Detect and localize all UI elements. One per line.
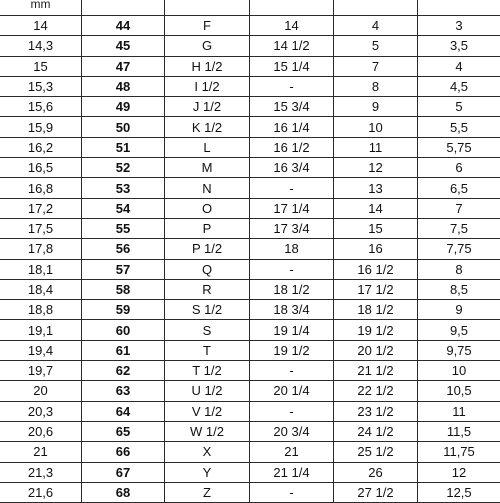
table-cell-mm: 17,5: [0, 218, 82, 238]
table-cell-eu: 60: [82, 320, 165, 340]
table-cell-uk: M: [165, 158, 250, 178]
table-row: [0, 401, 500, 421]
table-cell-mm: 14,3: [0, 36, 82, 56]
table-cell-de: 16 1/2: [250, 137, 334, 157]
table-cell-eu: 66: [82, 442, 165, 462]
table-cell-us: 4: [418, 56, 500, 76]
table-cell-mm: 19,1: [0, 320, 82, 340]
table-cell-eu: 55: [82, 218, 165, 238]
table-cell-it: 5: [334, 36, 418, 56]
table-cell-uk: N: [165, 178, 250, 198]
table-row: [0, 76, 500, 96]
table-cell-it: 11: [334, 137, 418, 157]
table-cell-eu: 59: [82, 300, 165, 320]
table-row: [0, 462, 500, 482]
table-row: [0, 300, 500, 320]
table-cell-us: 11: [418, 401, 500, 421]
table-cell-it: 14: [334, 198, 418, 218]
table-cell-uk: G: [165, 36, 250, 56]
table-cell-us: 7,5: [418, 218, 500, 238]
table-cell-uk: O: [165, 198, 250, 218]
table-cell-uk: H 1/2: [165, 56, 250, 76]
table-row: [0, 239, 500, 259]
table-cell-uk: R: [165, 279, 250, 299]
table-cell-uk: F: [165, 16, 250, 36]
table-cell-us: 4,5: [418, 76, 500, 96]
table-cell-it: 20 1/2: [334, 340, 418, 360]
table-row: [0, 421, 500, 441]
table-cell-mm: 21,6: [0, 482, 82, 502]
table-cell-us: 11,75: [418, 442, 500, 462]
table-row: [0, 381, 500, 401]
header-cell-it: [334, 0, 418, 16]
table-cell-eu: 65: [82, 421, 165, 441]
header-cell-mm: mm: [0, 0, 82, 16]
table-cell-us: 3: [418, 16, 500, 36]
table-cell-it: 10: [334, 117, 418, 137]
table-cell-eu: 53: [82, 178, 165, 198]
table-cell-uk: T 1/2: [165, 361, 250, 381]
table-cell-us: 5,5: [418, 117, 500, 137]
table-row: [0, 218, 500, 238]
table-cell-eu: 44: [82, 16, 165, 36]
header-cell-uk: [165, 0, 250, 16]
table-cell-us: 12,5: [418, 482, 500, 502]
table-cell-de: 20 3/4: [250, 421, 334, 441]
table-cell-de: -: [250, 76, 334, 96]
table-cell-it: 16: [334, 239, 418, 259]
table-cell-it: 12: [334, 158, 418, 178]
table-cell-us: 11,5: [418, 421, 500, 441]
table-cell-de: 21 1/4: [250, 462, 334, 482]
table-cell-it: 7: [334, 56, 418, 76]
table-cell-us: 8: [418, 259, 500, 279]
table-cell-mm: 17,2: [0, 198, 82, 218]
table-cell-eu: 49: [82, 97, 165, 117]
table-row: [0, 442, 500, 462]
table-cell-de: -: [250, 361, 334, 381]
table-cell-us: 8,5: [418, 279, 500, 299]
table-cell-de: 21: [250, 442, 334, 462]
table-cell-de: 18 3/4: [250, 300, 334, 320]
table-cell-mm: 18,8: [0, 300, 82, 320]
table-cell-eu: 62: [82, 361, 165, 381]
table-cell-de: 16 1/4: [250, 117, 334, 137]
table-cell-mm: 20,3: [0, 401, 82, 421]
table-cell-mm: 15,3: [0, 76, 82, 96]
table-cell-us: 7: [418, 198, 500, 218]
table-cell-de: 19 1/2: [250, 340, 334, 360]
table-cell-de: 18: [250, 239, 334, 259]
table-cell-it: 26: [334, 462, 418, 482]
table-cell-eu: 64: [82, 401, 165, 421]
table-cell-uk: W 1/2: [165, 421, 250, 441]
table-cell-it: 16 1/2: [334, 259, 418, 279]
table-cell-mm: 20: [0, 381, 82, 401]
table-row: [0, 320, 500, 340]
table-cell-de: 14 1/2: [250, 36, 334, 56]
table-cell-us: 9,5: [418, 320, 500, 340]
table-cell-eu: 45: [82, 36, 165, 56]
table-cell-de: -: [250, 482, 334, 502]
table-cell-uk: U 1/2: [165, 381, 250, 401]
table-cell-it: 9: [334, 97, 418, 117]
table-cell-it: 23 1/2: [334, 401, 418, 421]
table-cell-uk: L: [165, 137, 250, 157]
table-cell-mm: 16,8: [0, 178, 82, 198]
table-cell-de: -: [250, 259, 334, 279]
table-cell-it: 4: [334, 16, 418, 36]
table-cell-eu: 50: [82, 117, 165, 137]
table-cell-us: 5: [418, 97, 500, 117]
table-cell-eu: 57: [82, 259, 165, 279]
table-cell-it: 19 1/2: [334, 320, 418, 340]
table-row: [0, 16, 500, 36]
table-cell-eu: 48: [82, 76, 165, 96]
table-cell-mm: 17,8: [0, 239, 82, 259]
table-cell-it: 22 1/2: [334, 381, 418, 401]
table-header-row: [0, 0, 500, 16]
table-row: [0, 158, 500, 178]
table-cell-us: 6,5: [418, 178, 500, 198]
table-row: [0, 36, 500, 56]
table-cell-uk: Y: [165, 462, 250, 482]
table-cell-eu: 61: [82, 340, 165, 360]
table-cell-uk: S: [165, 320, 250, 340]
table-cell-us: 6: [418, 158, 500, 178]
table-cell-it: 25 1/2: [334, 442, 418, 462]
table-cell-mm: 20,6: [0, 421, 82, 441]
table-cell-mm: 19,4: [0, 340, 82, 360]
table-row: [0, 259, 500, 279]
table-cell-de: 17 1/4: [250, 198, 334, 218]
table-cell-mm: 15,9: [0, 117, 82, 137]
table-row: [0, 56, 500, 76]
table-row: [0, 178, 500, 198]
table-cell-de: 18 1/2: [250, 279, 334, 299]
table-cell-uk: X: [165, 442, 250, 462]
table-cell-it: 18 1/2: [334, 300, 418, 320]
table-cell-uk: K 1/2: [165, 117, 250, 137]
table-cell-de: 15 1/4: [250, 56, 334, 76]
table-cell-uk: Q: [165, 259, 250, 279]
table-cell-us: 9: [418, 300, 500, 320]
table-cell-it: 8: [334, 76, 418, 96]
table-cell-eu: 52: [82, 158, 165, 178]
table-cell-us: 10,5: [418, 381, 500, 401]
table-row: [0, 198, 500, 218]
table-cell-eu: 58: [82, 279, 165, 299]
table-cell-mm: 16,5: [0, 158, 82, 178]
table-cell-de: 14: [250, 16, 334, 36]
table-cell-mm: 19,7: [0, 361, 82, 381]
header-cell-us: [418, 0, 500, 16]
table-cell-us: 3,5: [418, 36, 500, 56]
table-cell-de: 20 1/4: [250, 381, 334, 401]
table-cell-de: 15 3/4: [250, 97, 334, 117]
table-cell-mm: 18,1: [0, 259, 82, 279]
table-row: [0, 361, 500, 381]
table-cell-de: 17 3/4: [250, 218, 334, 238]
table-cell-us: 12: [418, 462, 500, 482]
table-cell-uk: P 1/2: [165, 239, 250, 259]
table-cell-eu: 67: [82, 462, 165, 482]
table-cell-de: 19 1/4: [250, 320, 334, 340]
table-cell-eu: 63: [82, 381, 165, 401]
table-row: [0, 137, 500, 157]
table-cell-eu: 47: [82, 56, 165, 76]
table-cell-it: 21 1/2: [334, 361, 418, 381]
table-cell-mm: 15,6: [0, 97, 82, 117]
table-cell-it: 13: [334, 178, 418, 198]
table-cell-eu: 68: [82, 482, 165, 502]
table-cell-it: 24 1/2: [334, 421, 418, 441]
table-cell-uk: V 1/2: [165, 401, 250, 421]
table-cell-de: -: [250, 401, 334, 421]
table-cell-eu: 51: [82, 137, 165, 157]
table-cell-uk: J 1/2: [165, 97, 250, 117]
table-cell-it: 15: [334, 218, 418, 238]
table-cell-uk: P: [165, 218, 250, 238]
table-cell-us: 5,75: [418, 137, 500, 157]
table-cell-mm: 14: [0, 16, 82, 36]
table-row: [0, 279, 500, 299]
table-cell-mm: 16,2: [0, 137, 82, 157]
table-cell-uk: S 1/2: [165, 300, 250, 320]
table-cell-mm: 21: [0, 442, 82, 462]
table-cell-uk: T: [165, 340, 250, 360]
table-row: [0, 117, 500, 137]
table-cell-mm: 18,4: [0, 279, 82, 299]
table-cell-us: 7,75: [418, 239, 500, 259]
table-cell-uk: Z: [165, 482, 250, 502]
table-cell-eu: 56: [82, 239, 165, 259]
table-cell-us: 10: [418, 361, 500, 381]
table-cell-eu: 54: [82, 198, 165, 218]
table-cell-it: 17 1/2: [334, 279, 418, 299]
header-cell-de: [250, 0, 334, 16]
table-cell-mm: 15: [0, 56, 82, 76]
table-cell-mm: 21,3: [0, 462, 82, 482]
table-cell-it: 27 1/2: [334, 482, 418, 502]
table-cell-de: 16 3/4: [250, 158, 334, 178]
table-cell-de: -: [250, 178, 334, 198]
table-cell-us: 9,75: [418, 340, 500, 360]
table-cell-uk: I 1/2: [165, 76, 250, 96]
table-row: [0, 340, 500, 360]
header-cell-eu: [82, 0, 165, 16]
table-row: [0, 97, 500, 117]
